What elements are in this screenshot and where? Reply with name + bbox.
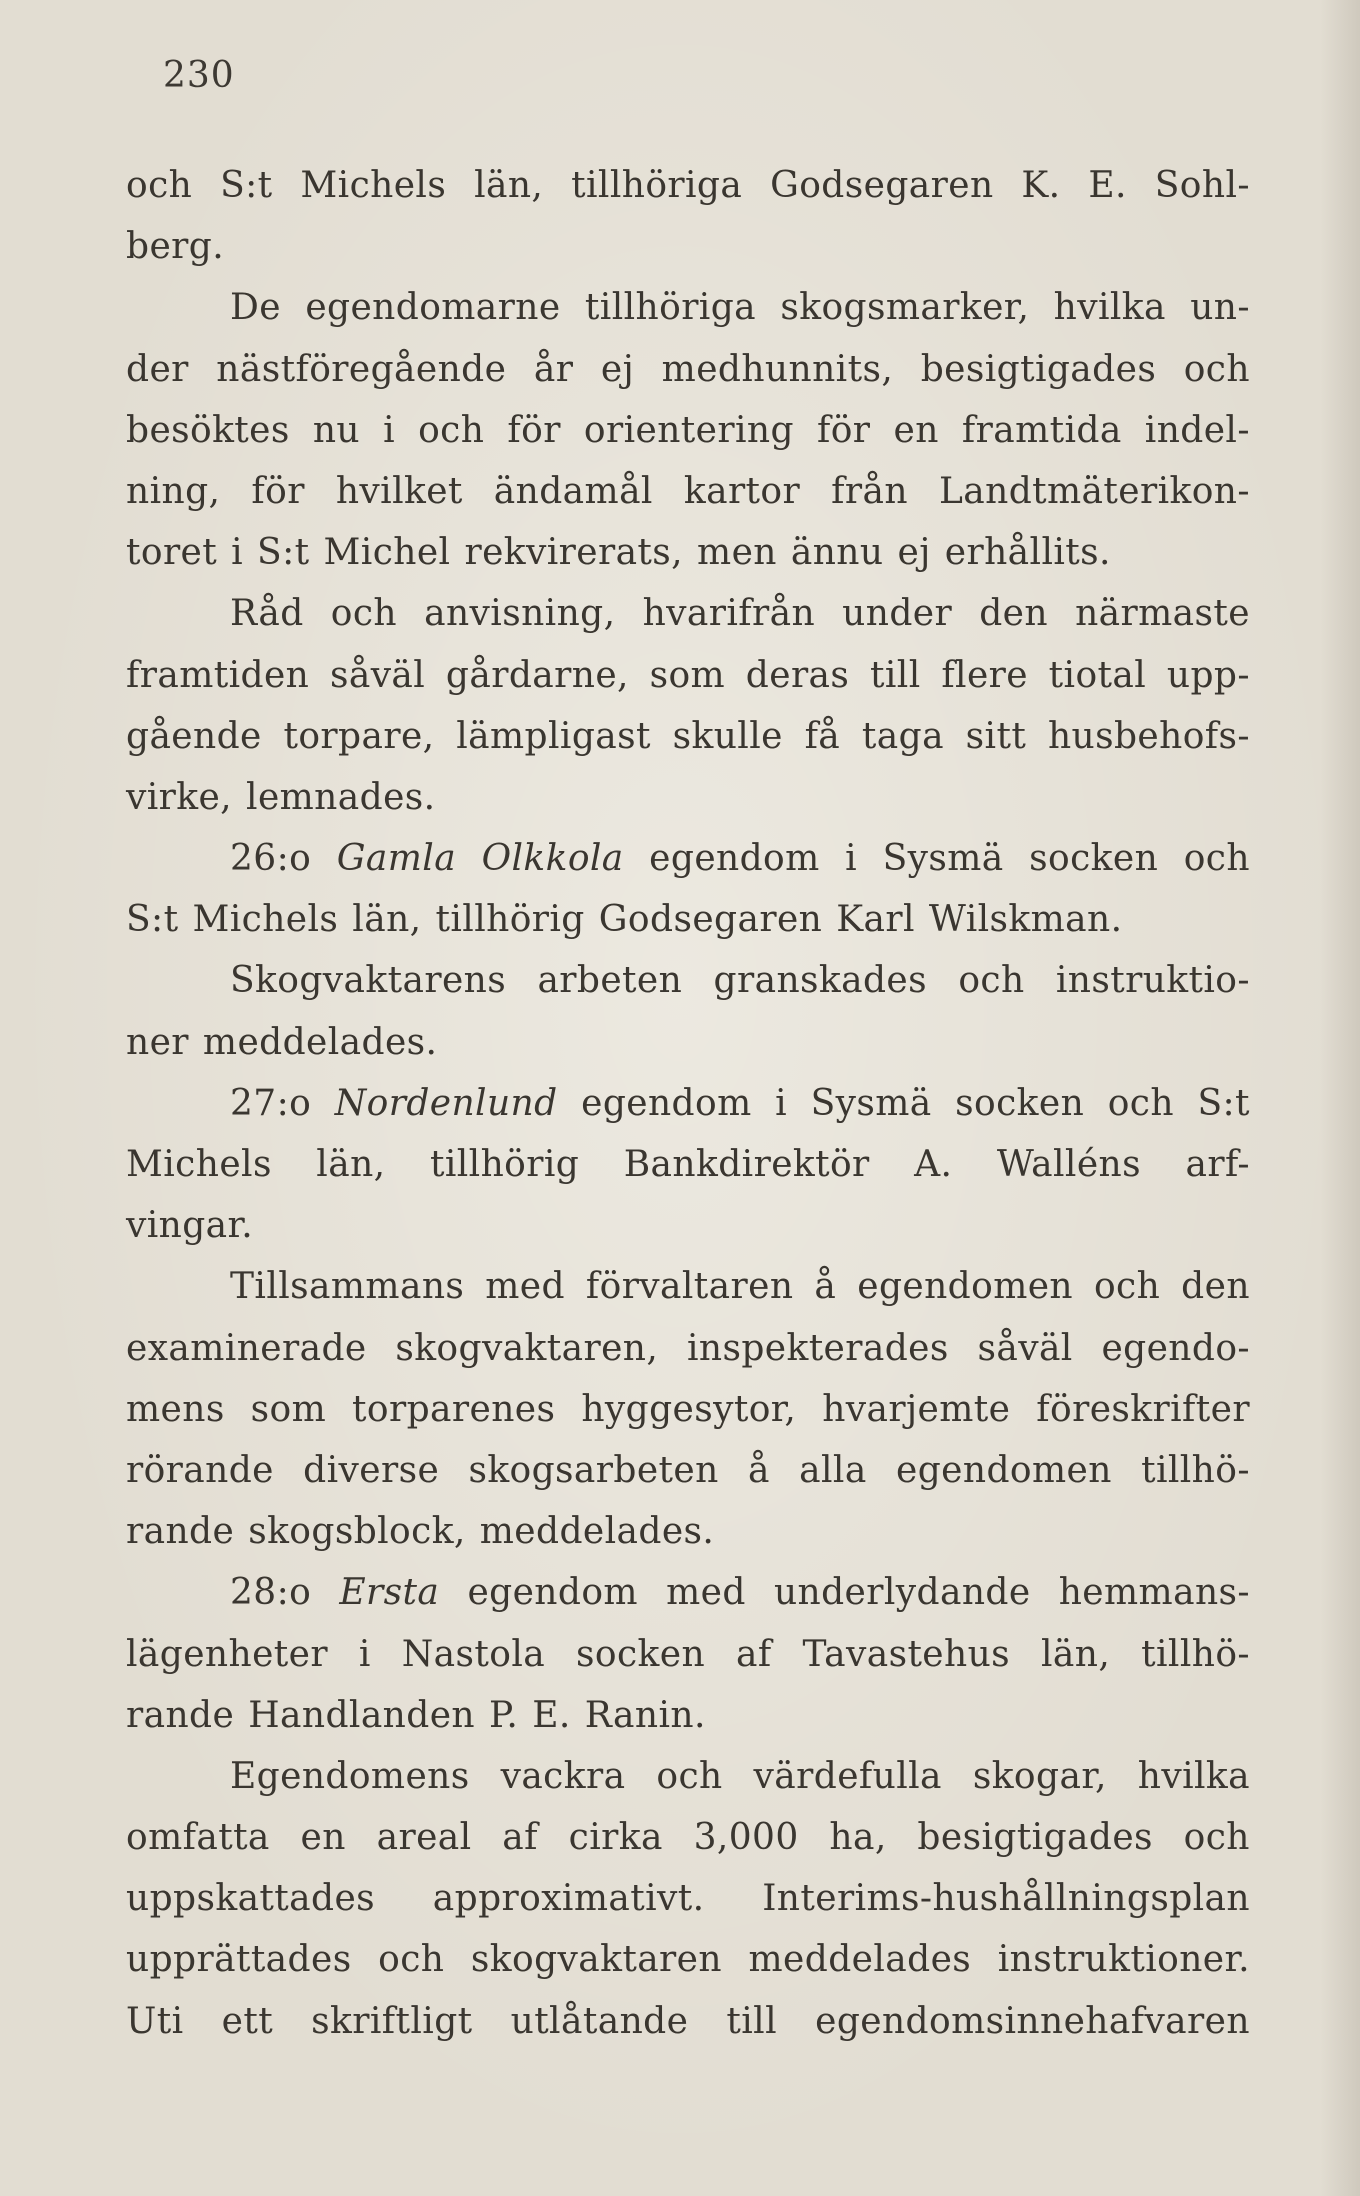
text-line: [126, 277, 1250, 338]
word: i: [383, 409, 396, 451]
italic-word: Ersta: [339, 1572, 440, 1614]
word: Godsegaren: [598, 899, 823, 941]
word: län,: [1040, 1633, 1111, 1675]
word: framtida: [961, 409, 1122, 451]
word: som: [250, 1388, 327, 1430]
text-line: [126, 216, 1250, 277]
word: rande: [126, 1694, 235, 1736]
word: af: [735, 1633, 772, 1675]
word: ner: [126, 1021, 189, 1063]
word: 3,000: [693, 1817, 799, 1859]
word: tiotal: [1048, 654, 1147, 696]
word: och: [656, 1755, 723, 1797]
word: å: [748, 1449, 770, 1491]
word: och: [1183, 348, 1250, 390]
word: tillhörig: [435, 899, 585, 941]
text-line: [126, 522, 1250, 583]
word: egendomen: [896, 1449, 1112, 1491]
word: E.: [1088, 165, 1127, 206]
word: cirka: [568, 1817, 663, 1859]
word: kartor: [683, 470, 801, 512]
word: Michel: [323, 532, 451, 574]
word: Sohl-: [1154, 165, 1250, 206]
word: orientering: [583, 409, 794, 451]
word: den: [979, 593, 1048, 635]
word: E.: [532, 1694, 571, 1736]
word: skriftligt: [311, 2000, 473, 2042]
text-line: [126, 1807, 1250, 1868]
word: och: [1183, 838, 1250, 880]
word: Uti: [126, 2000, 184, 2042]
text-line: [126, 950, 1250, 1011]
text-line: [126, 1256, 1250, 1317]
word: hyggesytor,: [581, 1388, 797, 1430]
word: egendomsinnehafvaren: [815, 2000, 1250, 2042]
word: rande: [126, 1511, 235, 1553]
word: torpare,: [283, 715, 435, 757]
word: Walléns: [996, 1144, 1141, 1185]
word: Karl: [836, 899, 915, 941]
word: i: [845, 838, 858, 880]
word: meddelades.: [479, 1511, 715, 1553]
text-line: [126, 828, 1250, 889]
word: upprättades: [126, 1939, 352, 1981]
word: få: [804, 715, 841, 757]
word: Handlanden: [248, 1694, 476, 1736]
word: S:t: [126, 899, 179, 941]
word: Landtmäterikon-: [938, 470, 1250, 512]
word: Tillsammans: [230, 1266, 465, 1308]
word: gående: [126, 715, 262, 757]
word: lämpligast: [456, 715, 651, 757]
word: socken: [576, 1633, 706, 1675]
word: rörande: [126, 1449, 274, 1491]
word: under: [842, 593, 953, 635]
text-line: [126, 1195, 1250, 1256]
word: värdefulla: [753, 1755, 942, 1797]
word: virke,: [126, 776, 233, 818]
word: från: [831, 470, 908, 512]
text-line: [126, 1501, 1250, 1562]
text-line: [126, 1318, 1250, 1379]
word: socken: [1029, 838, 1159, 880]
word: tillhöriga: [584, 287, 757, 329]
text-line: [126, 1073, 1250, 1134]
text-line: [126, 1562, 1250, 1623]
word: ning,: [126, 470, 221, 512]
word: S:t: [220, 165, 273, 206]
word: hvilka: [1053, 287, 1166, 329]
word: toret: [126, 532, 218, 574]
word: areal: [376, 1817, 472, 1859]
word: Michels: [126, 1144, 272, 1185]
word: arbeten: [537, 960, 683, 1002]
word: skogvaktaren: [470, 1939, 722, 1981]
word: Godsegaren: [770, 165, 994, 206]
word: besigtigades: [917, 1817, 1153, 1859]
word: och: [378, 1939, 445, 1981]
word: De: [230, 287, 281, 329]
word: ha,: [829, 1817, 887, 1859]
word: förvaltaren: [585, 1266, 794, 1308]
word: län,: [474, 165, 544, 206]
italic-word: Gamla: [336, 838, 457, 880]
word: Sysmä: [882, 838, 1004, 880]
word: hvilka: [1137, 1755, 1250, 1797]
word: gårdarne,: [445, 654, 629, 696]
word: erhållits.: [944, 532, 1111, 574]
word: 27:o: [230, 1082, 312, 1124]
word: tillhö-: [1141, 1449, 1250, 1491]
word: såväl: [977, 1327, 1073, 1369]
word: hvarjemte: [822, 1388, 1011, 1430]
word: Egendomens: [230, 1755, 470, 1797]
text-line: [126, 339, 1250, 400]
word: hvilket: [335, 470, 463, 512]
word: arf-: [1185, 1144, 1250, 1185]
word: en: [300, 1817, 346, 1859]
text-line: [126, 1379, 1250, 1440]
word: till: [870, 654, 921, 696]
word: 26:o: [230, 838, 312, 880]
word: S:t: [1197, 1082, 1250, 1124]
word: Sysmä: [810, 1082, 932, 1124]
word: upp-: [1166, 654, 1250, 696]
word: Ranin.: [584, 1694, 706, 1736]
word: med: [666, 1572, 746, 1614]
word: egendom: [467, 1572, 638, 1614]
word: Nastola: [401, 1633, 546, 1675]
word: skogar,: [972, 1755, 1107, 1797]
word: meddelades.: [202, 1021, 438, 1063]
word: för: [251, 470, 305, 512]
word: ändamål: [493, 470, 653, 512]
word: rekvirerats,: [464, 532, 684, 574]
body-text: [126, 155, 1250, 2052]
text-line: [126, 155, 1250, 216]
text-line: [126, 1012, 1250, 1073]
word: för: [507, 409, 561, 451]
word: P.: [489, 1694, 519, 1736]
word: men: [697, 532, 777, 574]
word: underlydande: [773, 1572, 1031, 1614]
word: sitt: [965, 715, 1027, 757]
word: torparenes: [352, 1388, 556, 1430]
text-line: [126, 706, 1250, 767]
word: ännu: [790, 532, 884, 574]
word: för: [817, 409, 871, 451]
word: ett: [221, 2000, 274, 2042]
word: alla: [799, 1449, 867, 1491]
word: husbehofs-: [1047, 715, 1250, 757]
word: anvisning,: [424, 593, 616, 635]
word: socken: [955, 1082, 1085, 1124]
text-line: [126, 1929, 1250, 1990]
word: vingar.: [126, 1205, 254, 1247]
word: egendom: [649, 838, 820, 880]
italic-word: Olkkola: [481, 838, 624, 880]
word: egendomarne: [305, 287, 561, 329]
word: och: [418, 409, 485, 451]
word: en: [893, 409, 939, 451]
word: examinerade: [126, 1327, 367, 1369]
word: skulle: [672, 715, 783, 757]
text-line: [126, 583, 1250, 644]
word: instruktio-: [1055, 960, 1250, 1002]
word: som: [649, 654, 726, 696]
text-line: [126, 1440, 1250, 1501]
word: och: [1107, 1082, 1174, 1124]
word: lägenheter: [126, 1633, 328, 1675]
word: i: [231, 532, 244, 574]
word: berg.: [126, 226, 225, 268]
word: skogsarbeten: [468, 1449, 719, 1491]
word: 28:o: [230, 1572, 312, 1614]
word: diverse: [303, 1449, 440, 1491]
word: den: [1181, 1266, 1250, 1308]
word: lemnades.: [246, 776, 436, 818]
page-number: 230: [163, 55, 235, 96]
word: medhunnits,: [661, 348, 894, 390]
text-line: [126, 461, 1250, 522]
word: der: [126, 348, 189, 390]
word: år: [533, 348, 574, 390]
text-line: [126, 889, 1250, 950]
text-line: [126, 1868, 1250, 1929]
word: ej: [600, 348, 635, 390]
word: län,: [352, 899, 422, 941]
word: A.: [914, 1144, 953, 1185]
word: egendo-: [1101, 1327, 1250, 1369]
word: flere: [941, 654, 1028, 696]
text-line: [126, 767, 1250, 828]
word: och: [126, 165, 193, 206]
word: af: [502, 1817, 538, 1859]
word: å: [814, 1266, 837, 1308]
word: tillhö-: [1141, 1633, 1250, 1675]
word: deras: [745, 654, 850, 696]
text-line: [126, 1134, 1250, 1195]
word: besöktes: [126, 409, 290, 451]
word: nu: [312, 409, 361, 451]
text-line: [126, 1991, 1250, 2052]
word: Michels: [192, 899, 339, 941]
word: uppskattades: [126, 1878, 376, 1920]
word: S:t: [257, 532, 310, 574]
word: skogsmarker,: [780, 287, 1030, 329]
word: med: [485, 1266, 565, 1308]
word: granskades: [713, 960, 928, 1002]
word: Michels: [300, 165, 447, 206]
word: såväl: [329, 654, 426, 696]
text-line: [126, 400, 1250, 461]
word: framtiden: [126, 654, 310, 696]
word: län,: [316, 1144, 386, 1185]
word: inspekterades: [686, 1327, 949, 1369]
word: hvarifrån: [642, 593, 816, 635]
text-line: [126, 1746, 1250, 1807]
word: utlåtande: [510, 2000, 689, 2042]
word: föreskrifter: [1036, 1388, 1250, 1430]
word: Interims-hushållningsplan: [762, 1878, 1250, 1920]
word: skogvaktaren,: [395, 1327, 659, 1369]
word: och: [330, 593, 397, 635]
word: och: [1093, 1266, 1161, 1308]
word: egendomen: [857, 1266, 1074, 1308]
word: K.: [1021, 165, 1061, 206]
word: Skogvaktarens: [230, 960, 507, 1002]
word: Bankdirektör: [623, 1144, 870, 1185]
word: besigtigades: [920, 348, 1157, 390]
text-line: [126, 1685, 1250, 1746]
text-line: [126, 645, 1250, 706]
word: skogsblock,: [248, 1511, 466, 1553]
word: approximativt.: [432, 1878, 705, 1920]
word: meddelades: [748, 1939, 972, 1981]
word: indel-: [1144, 409, 1250, 451]
word: un-: [1190, 287, 1250, 329]
word: mens: [126, 1388, 225, 1430]
word: hemmans-: [1058, 1572, 1250, 1614]
word: nästföregående: [216, 348, 507, 390]
word: vackra: [500, 1755, 626, 1797]
word: och: [1183, 1817, 1250, 1859]
text-line: [126, 1624, 1250, 1685]
word: omfatta: [126, 1817, 270, 1859]
word: närmaste: [1075, 593, 1250, 635]
word: i: [775, 1082, 788, 1124]
word: i: [358, 1633, 371, 1675]
word: tillhörig: [429, 1144, 580, 1185]
word: Tavastehus: [802, 1633, 1011, 1675]
word: Råd: [230, 593, 304, 635]
word: Wilskman.: [928, 899, 1123, 941]
word: till: [726, 2000, 778, 2042]
word: egendom: [581, 1082, 752, 1124]
word: tillhöriga: [571, 165, 743, 206]
word: instruktioner.: [997, 1939, 1250, 1981]
word: ej: [897, 532, 931, 574]
word: taga: [861, 715, 944, 757]
italic-word: Nordenlund: [334, 1082, 558, 1124]
page-edge-shadow: [1320, 0, 1360, 2196]
word: och: [958, 960, 1025, 1002]
